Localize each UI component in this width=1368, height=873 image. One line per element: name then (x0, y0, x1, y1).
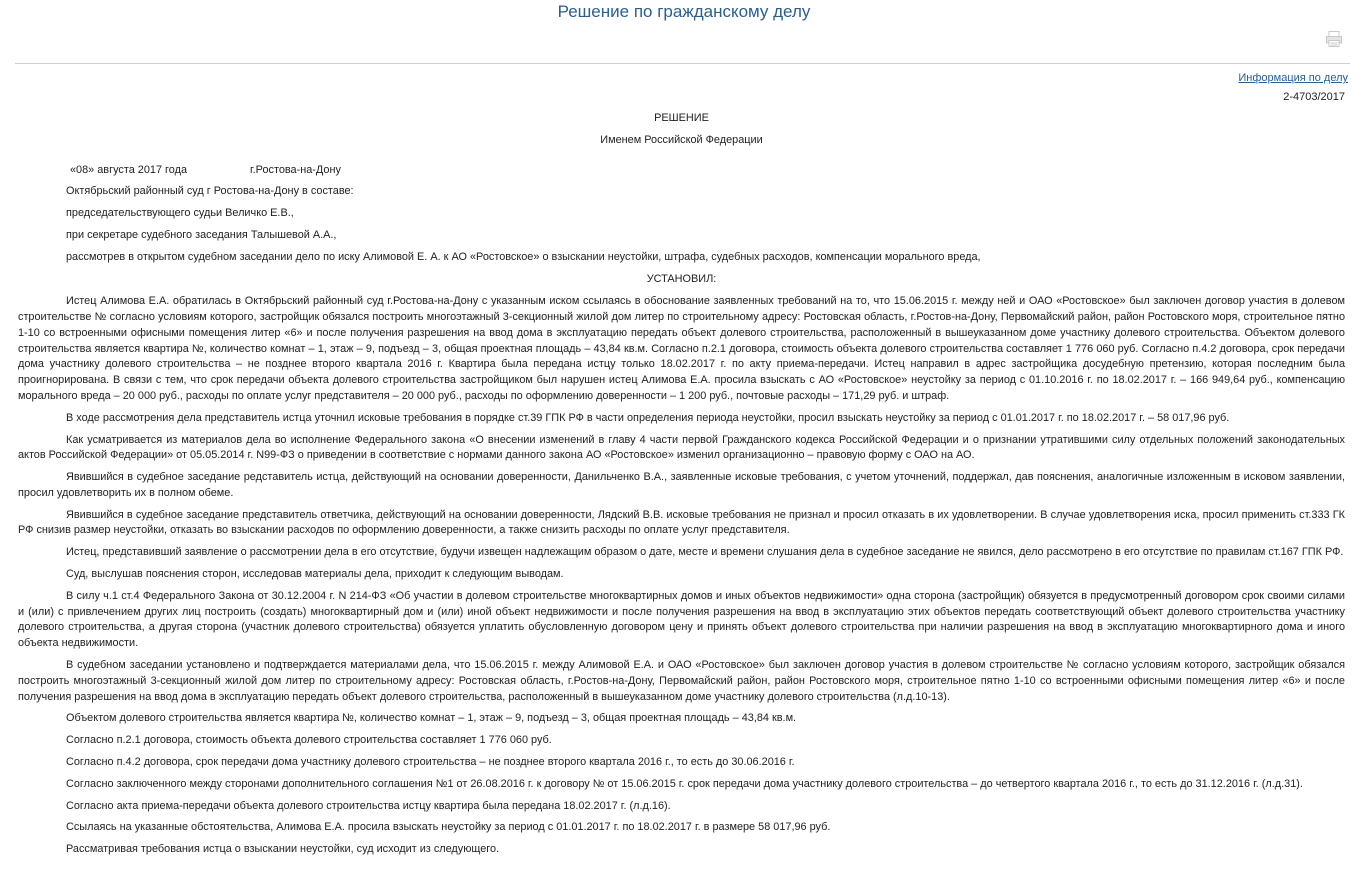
paragraph: Согласно акта приема-передачи объекта долевого строительства истцу квартира была передана 18.02.2017 г. (л.д.16). (66, 799, 671, 812)
decision-date: «08» августа 2017 года (70, 163, 187, 176)
paragraph: Ссылаясь на указанные обстоятельства, Алимова Е.А. просила взыскать неустойку за период с 01.01.2017 г. по 18.02.2017 г. в размере 58 017,96 руб. (66, 821, 831, 834)
decision-city: г.Ростова-на-Дону (250, 163, 341, 176)
case-info-link[interactable]: Информация по делу (1238, 72, 1348, 84)
page-title: Решение по гражданскому делу (557, 2, 811, 21)
intro-line: Октябрьский районный суд г Ростова-на-Дону в составе: (66, 185, 354, 198)
document-subheading: Именем Российской Федерации (600, 133, 763, 146)
paragraph: Рассматривая требования истца о взыскании неустойки, суд исходит из следующего. (66, 843, 500, 856)
document-body (18, 111, 1345, 864)
intro-line: председательствующего судьи Величко Е.В., (66, 207, 294, 220)
paragraph: Согласно п.4.2 договора, срок передачи дома участнику долевого строительства – не позднее второго квартала 2016 г., то есть до 30.06.2016 г. (66, 756, 795, 769)
paragraph: Явившийся в судебное заседание представитель ответчика, действующий на основании доверенности, Лядский В.В. исковые требования не признал и просил отказать в их удовлетворении. В случае удовлетворения иска, просил применить ст.333 ГК РФ снизив размер неустойки, отказать во взыскании расходов по оформлению доверенности, а также снизить расходы по оплате услуг представителя. (18, 508, 1345, 537)
header-divider (15, 63, 1350, 64)
paragraph: Согласно п.2.1 договора, стоимость объекта долевого строительства составляет 1 776 060 руб. (66, 734, 552, 747)
intro-line: при секретаре судебного заседания Талышевой А.А., (66, 229, 337, 242)
paragraph: Явившийся в судебное заседание редставитель истца, действующий на основании доверенности, Данильченко В.А., заявленные исковые требования, с учетом уточнений, поддержал, дав пояснения, аналогичные изложенным в исковом заявлении, просил удовлетворить их в полном обеме. (18, 471, 1345, 499)
paragraph: Как усматривается из материалов дела во исполнение Федерального закона «О внесении изменений в главу 4 части первой Гражданского кодекса Российской Федерации и о признании утратившими силу отдельных положений законодательных актов Российской Федерации» от 05.05.2014 г. N99-ФЗ о приведении в соответствие с нормами данного закона АО «Ростовское» изменил организационно – правовую форму с ОАО на АО. (18, 433, 1345, 462)
printer-icon[interactable] (1325, 30, 1343, 48)
intro-line: рассмотрев в открытом судебном заседании дело по иску Алимовой Е. А. к АО «Ростовское» о взыскании неустойки, штрафа, судебных расходов, компенсации морального вреда, (66, 251, 981, 264)
document-heading: РЕШЕНИЕ (654, 112, 709, 124)
date-line (18, 163, 1345, 179)
case-number: 2-4703/2017 (1283, 91, 1345, 103)
established-heading: УСТАНОВИЛ: (646, 273, 717, 286)
paragraph: Объектом долевого строительства является квартира №, количество комнат – 1, этаж – 9, подъезд – 3, общая проектная площадь – 43,84 кв.м. (66, 712, 797, 725)
paragraph: Истец, представивший заявление о рассмотрении дела в его отсутствие, будучи извещен надлежащим образом о дате, месте и времени слушания дела в судебное заседание не явился, дело рассмотрено в его отсутствие по правилам ст.167 ГПК РФ. (66, 546, 1344, 559)
paragraph: Истец Алимова Е.А. обратилась в Октябрьский районный суд г.Ростова-на-Дону с указанным иском ссылаясь в обоснование заявленных требований на то, что 15.06.2015 г. между ней и ОАО «Ростовское» был заключен договор участия в долевом строительстве № согласно условиям которого, застройщик обязался построить многоэтажный 3-секционный жилой дом литер по строительному адресу: Ростовская область, г.Ростов-на-Дону, Первомайский район, район Ростовского моря, строительное пятно 1-10 со встроенными офисными помещения литер «6» и после получения разрешения на ввод дома в эксплуатацию передать объект долевого строительства, расположенный в вышеуказанном доме участнику долевого строительства. Объектом долевого строительства является квартира №, количество комнат – 1, этаж – 9, подъезд – 3, общая проектная площадь – 43,84 кв.м. Согласно п.2.1 договора, стоимость объекта долевого строительства составляет 1 776 060 руб. Согласно п.4.2 договора, срок передачи дома участнику долевого строительства – не позднее второго квартала 2016 г. Квартира была передана истцу только 18.02.2017 г. по акту приема-передачи. Истец направил в адрес застройщика досудебную претензию, которая последним была проигнорирована. В связи с тем, что срок передачи объекта долевого строительства застройщиком был нарушен истец Алимова Е.А. просила взыскать с АО «Ростовское» неустойку за период с 01.10.2016 г. по 18.02.2017 г. – 166 949,64 руб., компенсацию морального вреда – 20 000 руб., расходы по оплате услуг представителя – 20 000 руб., расходы по оформлению доверенности – 1 200 руб., почтовые расходы – 171,29 руб. и штраф. (18, 295, 1345, 402)
paragraph: Суд, выслушав пояснения сторон, исследовав материалы дела, приходит к следующим выводам. (66, 568, 564, 581)
paragraph: В ходе рассмотрения дела представитель истца уточнил исковые требования в порядке ст.39 ГПК РФ в части определения периода неустойки, просил взыскать неустойку за период с 01.01.2017 г. по 18.02.2017 г. – 58 017,96 руб. (66, 411, 1230, 424)
paragraph: В судебном заседании установлено и подтверждается материалами дела, что 15.06.2015 г. между Алимовой Е.А. и ОАО «Ростовское» был заключен договор участия в долевом строительстве № согласно условиям которого, застройщик обязался построить многоэтажный 3-секционный жилой дом литер по строительному адресу: Ростовская область, г.Ростов-на-Дону, Первомайский район, район Ростовского моря, строительное пятно 1-10 со встроенными офисными помещения литер «6» и после получения разрешения на ввод дома в эксплуатацию передать объект долевого строительства, расположенный в вышеуказанном доме участнику долевого строительства (л.д.10-13). (18, 659, 1345, 703)
paragraph: В силу ч.1 ст.4 Федерального Закона от 30.12.2004 г. N 214-ФЗ «Об участии в долевом строительстве многоквартирных домов и иных объектов недвижимости» одна сторона (застройщик) обязуется в предусмотренный договором срок своими силами и (или) с привлечением других лиц построить (создать) многоквартирный дом и (или) иной объект недвижимости и после получения разрешения на ввод в эксплуатацию этих объектов передать соответствующий объект долевого строительства участнику долевого строительства, а другая сторона (участник долевого строительства) обязуется уплатить обусловленную договором цену и принять объект долевого строительства при наличии разрешения на ввод в эксплуатацию многоквартирного дома и иного объекта недвижимости. (18, 589, 1345, 650)
paragraph: Согласно заключенного между сторонами дополнительного соглашения №1 от 26.08.2016 г. к договору № от 15.06.2015 г. срок передачи дома участнику долевого строительства – до четвертого квартала 2016 г., то есть до 31.12.2016 г. (л.д.31). (66, 777, 1303, 790)
